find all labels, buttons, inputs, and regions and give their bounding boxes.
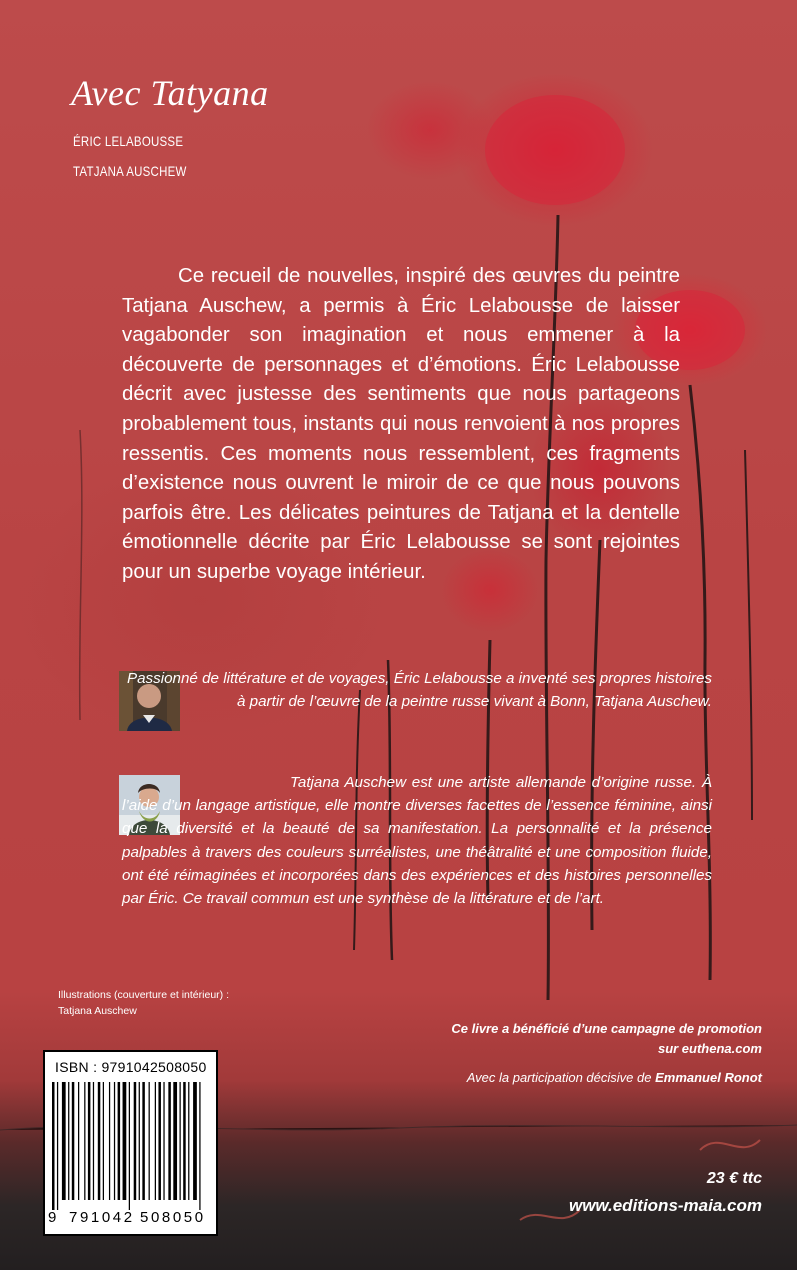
barcode-bar	[149, 1082, 150, 1200]
barcode-bar	[62, 1082, 66, 1200]
barcode-bar	[129, 1082, 130, 1210]
participation-prefix: Avec la participation décisive de	[466, 1070, 652, 1085]
barcode-bar	[78, 1082, 79, 1200]
barcode-bar	[188, 1082, 189, 1200]
artist-bio: Tatjana Auschew est une artiste allemande d’origine russe. À l’aide d’un langage artistique, elle montre diverses facettes de l’essence féminine, ainsi que la diversité et la beauté de sa manifestation. La personnalité et la présence palpables à travers des couleurs surréalistes, une théâtralité et une composition fluide, ont été réimaginées et incorporées dans des expériences et des histoires personnelles par Éric. Ce travail commun est une synthèse de la littérature et de l’art.	[122, 774, 712, 908]
barcode-bar	[103, 1082, 104, 1200]
barcode-bar	[57, 1082, 58, 1210]
book-title: Avec Tatyana	[71, 73, 269, 113]
participation-note	[467, 1068, 762, 1088]
barcode-bar	[68, 1082, 69, 1200]
barcode-digits-group-2: 508050	[140, 1209, 206, 1226]
barcode-bar	[158, 1082, 161, 1200]
barcode-digits-group-1: 791042	[69, 1209, 135, 1226]
promotion-line-2: sur euthena.com	[657, 1041, 762, 1056]
barcode-bar	[93, 1082, 94, 1200]
barcode-bar	[199, 1082, 200, 1210]
publisher-website: www.editions-maia.com	[568, 1196, 762, 1215]
barcode-bar	[84, 1082, 85, 1200]
barcode-bar	[180, 1082, 181, 1200]
barcode-bar	[139, 1082, 140, 1200]
barcode-bar	[123, 1082, 127, 1200]
barcode-bar	[183, 1082, 186, 1200]
isbn-barcode	[43, 1050, 218, 1236]
barcode-bar	[155, 1082, 156, 1200]
participation-name: Emmanuel Ronot	[655, 1070, 762, 1085]
barcode-bar	[114, 1082, 115, 1200]
barcode-bar	[163, 1082, 164, 1200]
barcode-digit-first: 9	[48, 1209, 57, 1226]
author-name: ÉRIC LELABOUSSE	[73, 133, 184, 149]
barcode-bar	[134, 1082, 137, 1200]
barcode-bar	[142, 1082, 145, 1200]
promotion-line-1: Ce livre a bénéficié d’une campagne de promotion	[451, 1021, 762, 1036]
book-blurb: Ce recueil de nouvelles, inspiré des œuvres du peintre Tatjana Auschew, a permis à Éric Lelabousse de laisser vagabonder son imagination et nous emmener à la découverte de personnages et d’émotions. Éric Lelabousse décrit avec justesse des sentiments que nous partageons probablement tous, instants qui nous renvoient à nos propres ressentis. Ces moments nous ressemblent, ces fragments d’existence nous ouvrent le miroir de ce que nous pouvons parfois être. Les délicates peintures de Tatjana et la dentelle émotionnelle décrite par Éric Lelabousse se sont rejointes pour un superbe voyage intérieur.	[122, 265, 680, 583]
barcode-bar	[98, 1082, 101, 1200]
barcode-bar	[193, 1082, 197, 1200]
illustrations-label: Illustrations (couverture et intérieur) :	[58, 989, 229, 1001]
price: 23 € ttc	[706, 1170, 762, 1187]
illustrations-credit	[58, 988, 229, 1019]
barcode-bar	[168, 1082, 171, 1200]
author-bio: Passionné de littérature et de voyages, Éric Lelabousse a inventé ses propres histoires à partir de l’œuvre de la peintre russe vivant à Bonn, Tatjana Auschew.	[126, 670, 712, 711]
barcode-bar	[72, 1082, 75, 1200]
barcode-icon	[50, 1082, 212, 1210]
illustrator-name: TATJANA AUSCHEW	[73, 163, 187, 179]
barcode-bar	[88, 1082, 91, 1200]
barcode-bar	[109, 1082, 110, 1200]
barcode-bar	[118, 1082, 121, 1200]
barcode-bar	[52, 1082, 55, 1210]
illustrations-name: Tatjana Auschew	[58, 1004, 137, 1017]
promotion-note	[451, 1019, 762, 1059]
barcode-bar	[173, 1082, 177, 1200]
isbn-label: ISBN : 9791042508050	[55, 1059, 207, 1075]
